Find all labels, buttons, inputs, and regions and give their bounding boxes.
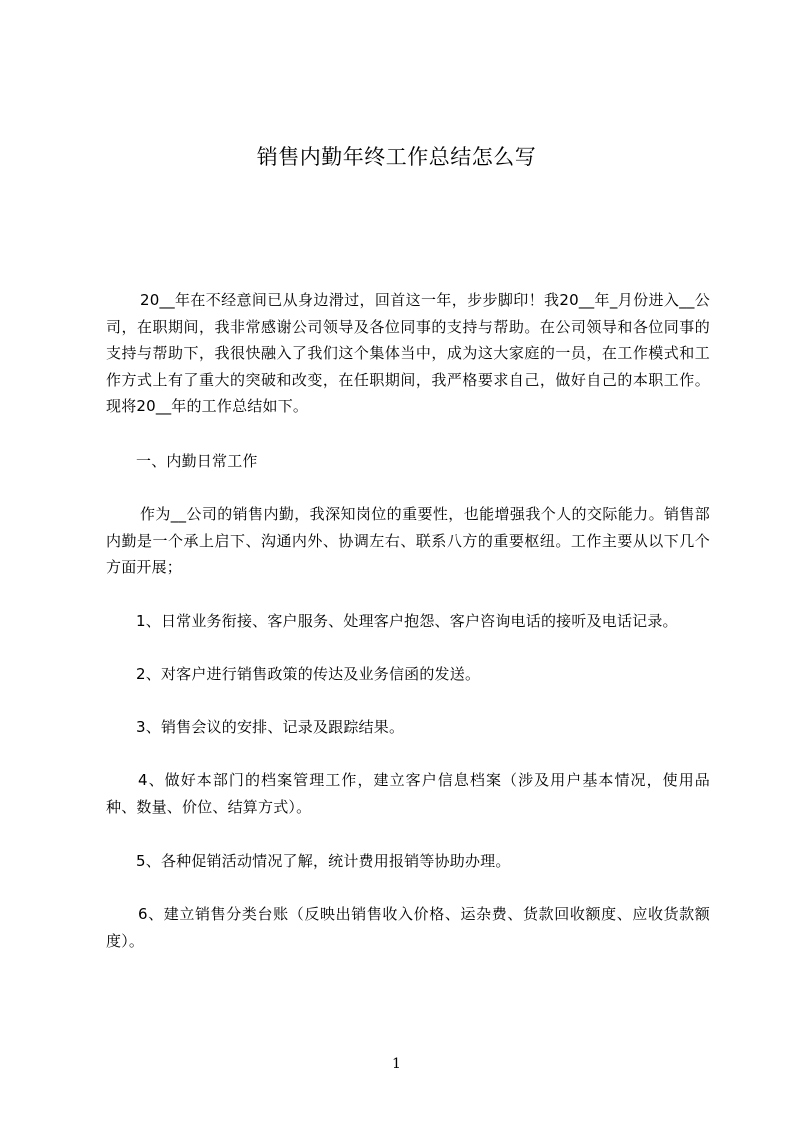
intro-paragraph: 20__年在不经意间已从身边滑过，回首这一年，步步脚印！我20__年_月份进入__公司，在职期间，我非常感谢公司领导及各位同事的支持与帮助。在公司领导和各位同事的支持与帮助下，我很快融入了我们这个集体当中，成为这大家庭的一员，在工作模式和工作方式上有了重大的突破和改变，在任职期间，我严格要求自己，做好自己的本职工作。现将20__年的工作总结如下。 [106,291,710,415]
list-item-5: 5、各种促销活动情况了解，统计费用报销等协助办理。 [136,852,511,870]
section-heading-daily-work: 一、内勤日常工作 [136,452,258,470]
list-item-3: 3、销售会议的安排、记录及跟踪结果。 [136,718,405,736]
list-item-2: 2、对客户进行销售政策的传达及业务信函的发送。 [136,665,481,683]
list-item-1: 1、日常业务衔接、客户服务、处理客户抱怨、客户咨询电话的接听及电话记录。 [136,612,678,630]
daily-work-paragraph: 作为__公司的销售内勤，我深知岗位的重要性，也能增强我个人的交际能力。销售部内勤是一个承上启下、沟通内外、协调左右、联系八方的重要枢纽。工作主要从以下几个方面开展； [106,505,710,576]
list-item-4: 4、做好本部门的档案管理工作，建立客户信息档案（涉及用户基本情况，使用品种、数量、价位、结算方式）。 [106,771,710,816]
document-title: 销售内勤年终工作总结怎么写 [256,145,537,169]
list-item-6: 6、建立销售分类台账（反映出销售收入价格、运杂费、货款回收额度、应收货款额度）。 [106,905,710,950]
page-number: 1 [392,1056,401,1072]
